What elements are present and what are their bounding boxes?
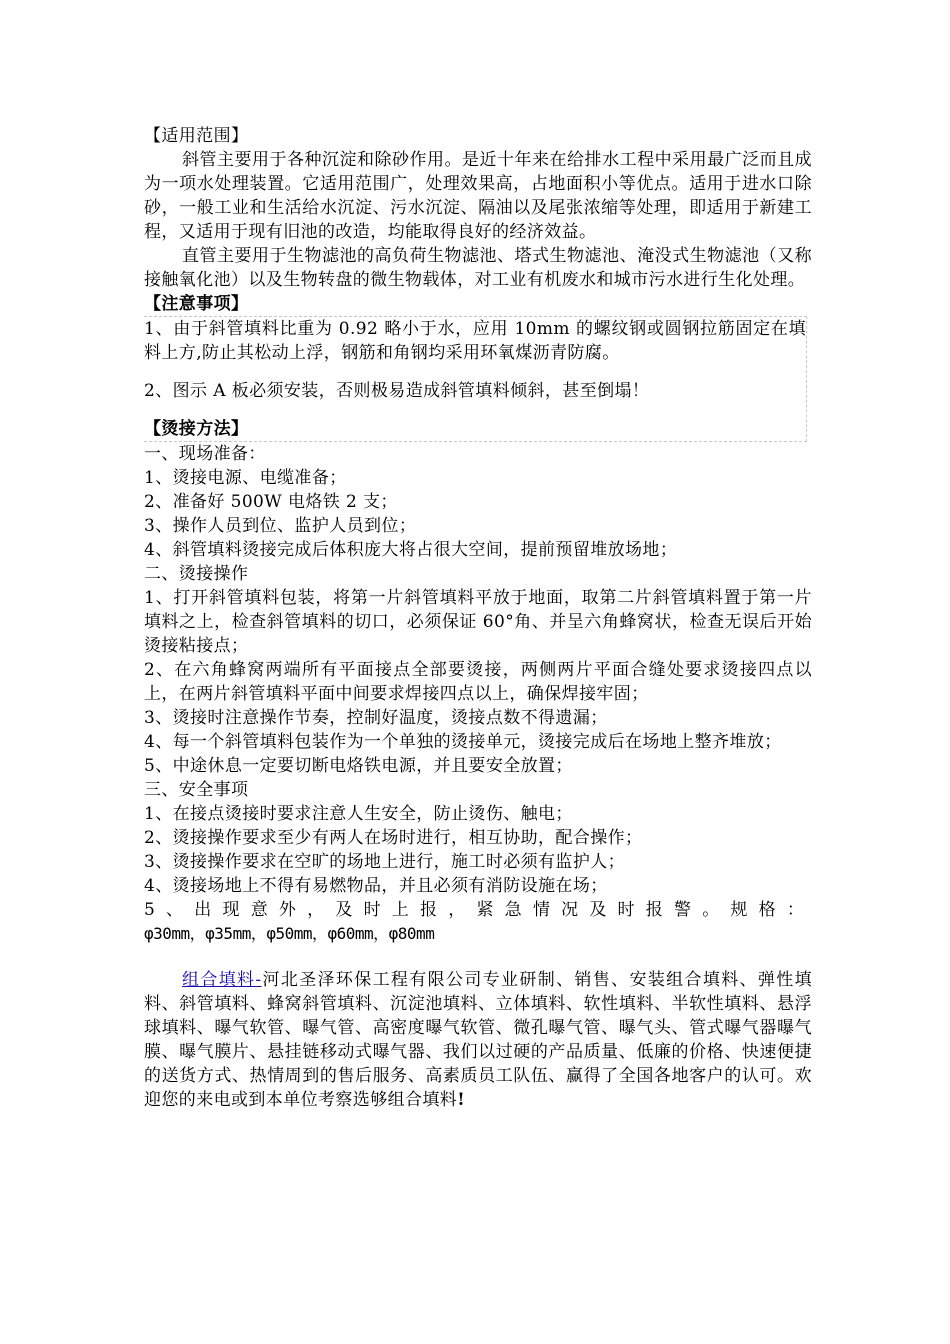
welding-operation-4: 4、每一个斜管填料包装作为一个单独的烫接单元，烫接完成后在场地上整齐堆放； xyxy=(144,732,782,752)
spread-char: 急 xyxy=(504,900,522,920)
promo-paragraph xyxy=(144,968,812,1112)
welding-operation-1: 1、打开斜管填料包装，将第一片斜管填料平放于地面，取第二片斜管填料置于第一片填料之上，检查斜管填料的切口，必须保证 60°角、并呈六角蜂窝状，检查无误后开始烫接粘接点； xyxy=(144,588,812,656)
safety-item: 1、在接点烫接时要求注意人生安全，防止烫伤、触电； xyxy=(144,804,573,824)
welding-operation-3: 3、烫接时注意操作节奏，控制好温度，烫接点数不得遗漏； xyxy=(144,708,608,728)
spread-char: 规 xyxy=(730,900,748,920)
spread-char: 外 xyxy=(278,900,296,920)
spread-char: ： xyxy=(786,900,804,920)
size-specifications: φ30mm，φ35mm，φ50mm，φ60mm，φ80mm xyxy=(144,924,435,943)
spread-char: 警 xyxy=(673,900,691,920)
spread-char: 况 xyxy=(561,900,579,920)
spread-char: 上 xyxy=(391,900,409,920)
welding-line: 2、准备好 500W 电烙铁 2 支； xyxy=(144,492,398,512)
notes-item-2: 2、图示 A 板必须安装，否则极易造成斜管填料倾斜，甚至倒塌！ xyxy=(144,381,650,401)
welding-operation-title: 二、烫接操作 xyxy=(144,564,249,584)
spread-char: 。 xyxy=(702,900,720,920)
safety-item: 3、烫接操作要求在空旷的场地上进行，施工时必须有监护人； xyxy=(144,852,626,872)
spread-char: 时 xyxy=(617,900,635,920)
notes-box xyxy=(144,316,807,442)
product-link[interactable]: 组合填料- xyxy=(182,970,262,990)
welding-operation-2: 2、在六角蜂窝两端所有平面接点全部要烫接，两侧两片平面合缝处要求烫接四点以上，在两片斜管填料平面中间要求焊接四点以上，确保焊接牢固； xyxy=(144,660,812,704)
safety-title: 三、安全事项 xyxy=(144,780,249,800)
safety-item: 4、烫接场地上不得有易燃物品，并且必须有消防设施在场； xyxy=(144,876,608,896)
scope-heading: 【适用范围】 xyxy=(144,126,249,146)
welding-line: 4、斜管填料烫接完成后体积庞大将占很大空间，提前预留堆放场地； xyxy=(144,540,678,560)
spread-char: 意 xyxy=(250,900,268,920)
document-body xyxy=(144,124,812,1112)
spread-char: 及 xyxy=(589,900,607,920)
spread-char: ， xyxy=(307,900,325,920)
welding-line: 一、现场准备： xyxy=(144,444,266,464)
spread-char: 紧 xyxy=(476,900,494,920)
spread-char: 报 xyxy=(420,900,438,920)
spread-char: 时 xyxy=(363,900,381,920)
welding-heading: 【烫接方法】 xyxy=(144,419,249,439)
spread-char: 5 xyxy=(144,900,155,920)
scope-paragraph-straight-tube: 直管主要用于生物滤池的高负荷生物滤池、塔式生物滤池、淹没式生物滤池（又称接触氧化池）以及生物转盘的微生物载体，对工业有机废水和城市污水进行生化处理。 xyxy=(144,246,812,290)
spread-char: 情 xyxy=(532,900,550,920)
spread-char: ， xyxy=(448,900,466,920)
spread-char: 现 xyxy=(222,900,240,920)
notes-item-1: 1、由于斜管填料比重为 0.92 略小于水，应用 10mm 的螺纹钢或圆钢拉筋固定在填料上方,防止其松动上浮，钢筋和角钢均采用环氧煤沥青防腐。 xyxy=(144,319,806,363)
scope-paragraph-inclined-tube: 斜管主要用于各种沉淀和除砂作用。是近十年来在给排水工程中采用最广泛而且成为一项水处理装置。它适用范围广，处理效果高，占地面积小等优点。适用于进水口除砂，一般工业和生活给水沉淀、污水沉淀、隔油以及尾张浓缩等处理，即适用于新建工程，又适用于现有旧池的改造，均能取得良好的经济效益。 xyxy=(144,150,812,242)
promo-text: 河北圣泽环保工程有限公司专业研制、销售、安装组合填料、弹性填料、斜管填料、蜂窝斜管填料、沉淀池填料、立体填料、软性填料、半软性填料、悬浮球填料、曝气软管、曝气管、高密度曝气软管、微孔曝气管、曝气头、管式曝气器曝气膜、曝气膜片、悬挂链移动式曝气器、我们以过硬的产品质量、低廉的价格、快速便捷的送货方式、热情周到的售后服务、高素质员工队伍、赢得了全国各地客户的认可。欢迎您的来电或到本单位考察选够组合填料 xyxy=(144,970,813,1110)
welding-line: 1、烫接电源、电缆准备； xyxy=(144,468,347,488)
welding-operation-5: 5、中途休息一定要切断电烙铁电源，并且要安全放置； xyxy=(144,756,573,776)
spread-char: 出 xyxy=(194,900,212,920)
spread-char: 及 xyxy=(335,900,353,920)
promo-end-mark: ! xyxy=(457,1090,466,1110)
spread-char: 报 xyxy=(645,900,663,920)
notes-heading: 【注意事项】 xyxy=(144,294,249,314)
safety-item: 2、烫接操作要求至少有两人在场时进行，相互协助，配合操作； xyxy=(144,828,643,848)
spread-char: 格 xyxy=(758,900,776,920)
safety-item-5-spread-line xyxy=(144,898,804,922)
welding-line: 3、操作人员到位、监护人员到位； xyxy=(144,516,417,536)
spread-char: 、 xyxy=(166,900,184,920)
